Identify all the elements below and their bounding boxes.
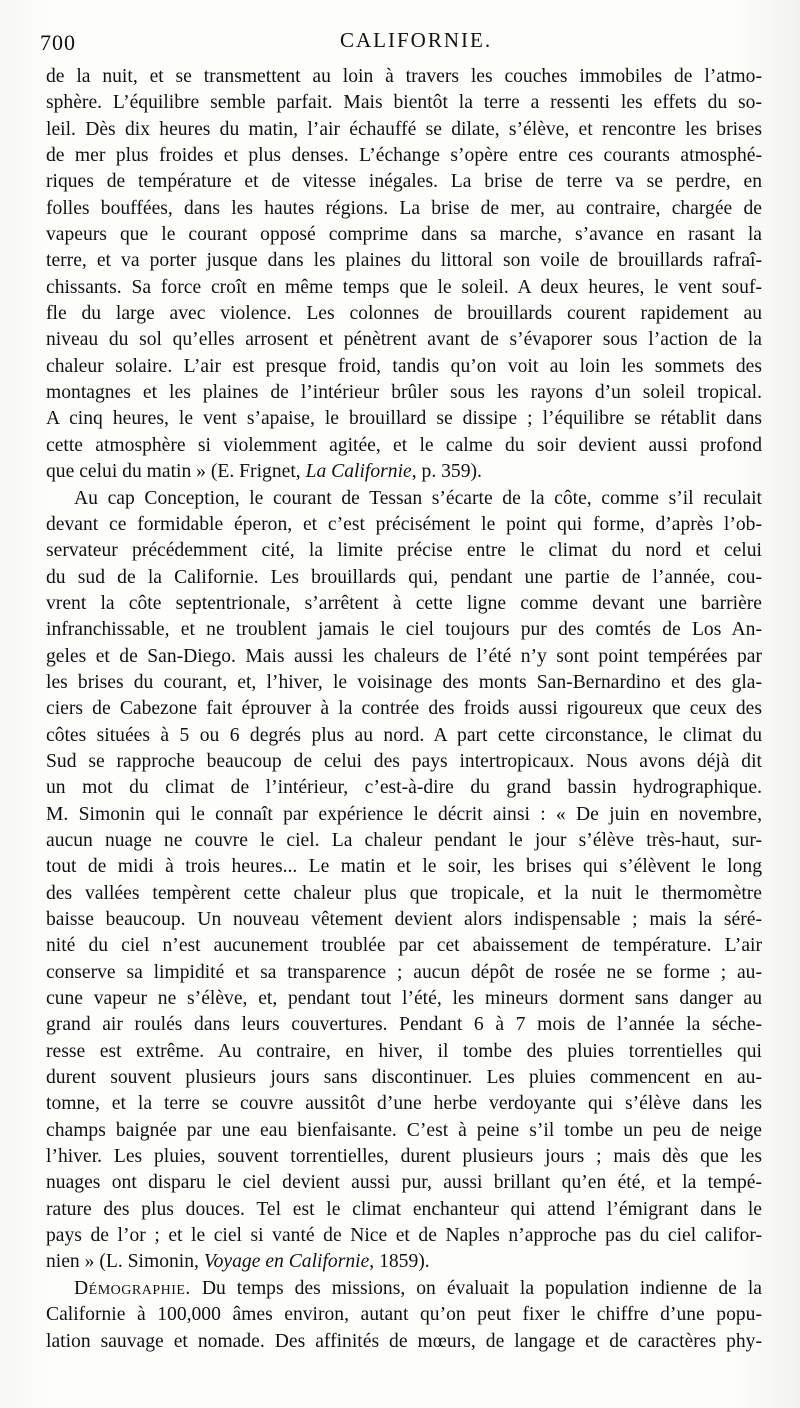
text-line: leil. Dès dix heures du matin, l’air échauffé se dilate, s’élève, et rencontre les brises [46, 118, 762, 140]
text-line: fle du large avec violence. Les colonnes de brouillards courent rapidement au [46, 303, 762, 325]
page-header [40, 24, 780, 58]
text-run: Du temps des missions, on évaluait la population indienne de la [190, 1277, 762, 1299]
paragraph-demographie [46, 1276, 762, 1355]
text-line: l’hiver. Les pluies, souvent torrentielles, durent plusieurs jours ; mais dès que les [46, 1146, 762, 1168]
text-line: niveau du sol qu’elles arrosent et pénètrent avant de s’évaporer sous l’action de la [46, 329, 762, 351]
text-line: tout de midi à trois heures... Le matin et le soir, les brises qui s’élèvent le long [46, 856, 762, 878]
text-line: A cinq heures, le vent s’apaise, le brouillard se dissipe ; l’équilibre se rétablit dans [46, 408, 762, 430]
text-line: conserve sa limpidité et sa transparence ; aucun dépôt de rosée ne se forme ; au- [46, 961, 762, 983]
page-number: 700 [40, 30, 76, 55]
text-line: devant ce formidable éperon, et c’est précisément le point qui forme, d’après l’ob- [46, 513, 762, 535]
text-line: champs baignée par une eau bienfaisante. C’est à peine s’il tombe un peu de neige [46, 1119, 762, 1141]
text-line: rature des plus douces. Tel est le climat enchanteur qui attend l’émigrant dans le [46, 1198, 762, 1220]
text-line: de mer plus froides et plus denses. L’échange s’opère entre ces courants atmosphé- [46, 145, 762, 167]
text-line: terre, et va porter jusque dans les plaines du littoral son voile de brouillards rafraî- [46, 250, 762, 272]
text-line: un mot du climat de l’intérieur, c’est-à-dire du grand bassin hydrographique. [46, 777, 762, 799]
text-line: geles et de San-Diego. Mais aussi les chaleurs de l’été n’y sont point tempérées par [46, 645, 762, 667]
text-line: infranchissable, et ne troublent jamais le ciel toujours pur des comtés de Los An- [46, 619, 762, 641]
body-text [46, 64, 762, 1355]
text-line: baisse beaucoup. Un nouveau vêtement devient alors indispensable ; mais la séré- [46, 909, 762, 930]
text-line: du sud de la Californie. Les brouillards qui, pendant une partie de l’année, cou- [46, 566, 762, 588]
text-line: resse est extrême. Au contraire, en hiver, il tombe des pluies torrentielles qui [46, 1040, 762, 1062]
text-line: Sud se rapproche beaucoup de celui des pays intertropicaux. Nous avons déjà dit [46, 750, 762, 772]
text-line: grand air roulés dans leurs couvertures. Pendant 6 à 7 mois de l’année la séche- [46, 1014, 762, 1036]
section-heading: Démographie. [74, 1277, 191, 1299]
text-line: M. Simonin qui le connaît par expérience le décrit ainsi : « De juin en novembre, [46, 803, 762, 825]
text-run: , 1859). [369, 1251, 430, 1273]
text-line [46, 459, 762, 485]
text-line: tomne, et la terre se couvre aussitôt d’une herbe verdoyante qui s’élève dans les [46, 1093, 762, 1115]
paragraph-quote-end [46, 64, 762, 486]
text-line: riques de température et de vitesse inégales. La brise de terre va se perdre, en [46, 171, 762, 193]
text-line: des vallées tempèrent cette chaleur plus que tropicale, et la nuit le thermomètre [46, 882, 762, 904]
text-line: vapeurs que le courant opposé comprime dans sa marche, s’avance en rasant la [46, 224, 762, 246]
italic-title: La Californie [305, 461, 412, 483]
text-line: aucun nuage ne couvre le ciel. La chaleur pendant le jour s’élève très-haut, sur- [46, 829, 762, 851]
running-head: CALIFORNIE. [340, 28, 493, 52]
text-line: chaleur solaire. L’air est presque froid, tandis qu’on voit au loin les sommets des [46, 355, 762, 377]
text-line: folles bouffées, dans les hautes régions. La brise de mer, au contraire, chargée de [46, 197, 762, 219]
text-line: sphère. L’équilibre semble parfait. Mais bientôt la terre a ressenti les effets du so- [46, 92, 762, 114]
text-line: durent souvent plusieurs jours sans discontinuer. Les pluies commencent en au- [46, 1067, 762, 1089]
text-line: Californie à 100,000 âmes environ, autant qu’on peut fixer le chiffre d’une popu- [46, 1304, 762, 1326]
paragraph-climate [46, 486, 762, 1276]
text-line: vrent la côte septentrionale, s’arrêtent à cette ligne comme devant une barrière [46, 592, 762, 614]
text-line [46, 1249, 762, 1275]
text-line: cune vapeur ne s’élève, et, pendant tout l’été, les mineurs dorment sans danger au [46, 988, 762, 1010]
text-line: nuages ont disparu le ciel devient aussi pur, aussi brillant qu’en été, et la tempé- [46, 1172, 762, 1194]
text-line: nité du ciel n’est aucunement troublée par cet abaissement de température. L’air [46, 935, 762, 957]
text-line: ciers de Cabezone fait éprouver à la contrée des froids aussi rigoureux que ceux des [46, 698, 762, 720]
text-line: les brises du courant, et, l’hiver, le voisinage des monts San-Bernardino et des gla- [46, 671, 762, 693]
text-line: Au cap Conception, le courant de Tessan s’écarte de la côte, comme s’il reculait [74, 487, 762, 509]
text-line: de la nuit, et se transmettent au loin à travers les couches immobiles de l’atmo- [46, 66, 762, 87]
text-line: servateur précédemment cité, la limite précise entre le climat du nord et celui [46, 540, 762, 562]
text-line: chissants. Sa force croît en même temps que le soleil. A deux heures, le vent souf- [46, 276, 762, 298]
text-line: montagnes et les plaines de l’intérieur brûler sous les rayons d’un soleil tropical. [46, 382, 762, 404]
text-run: nien » (L. Simonin, [46, 1251, 204, 1273]
text-line: lation sauvage et nomade. Des affinités de mœurs, de langage et de caractères phy- [46, 1330, 762, 1352]
text-line: cette atmosphère si violemment agitée, et le calme du soir devient aussi profond [46, 434, 762, 456]
text-run: , p. 359). [411, 461, 482, 483]
text-line: côtes situées à 5 ou 6 degrés plus au nord. A part cette circonstance, le climat du [46, 724, 762, 746]
italic-title: Voyage en Californie [203, 1251, 370, 1273]
text-line [46, 1276, 762, 1302]
text-line: pays de l’or ; et le ciel si vanté de Nice et de Naples n’approche pas du ciel califor- [46, 1225, 762, 1247]
text-run: que celui du matin » (E. Frignet, [46, 461, 306, 483]
